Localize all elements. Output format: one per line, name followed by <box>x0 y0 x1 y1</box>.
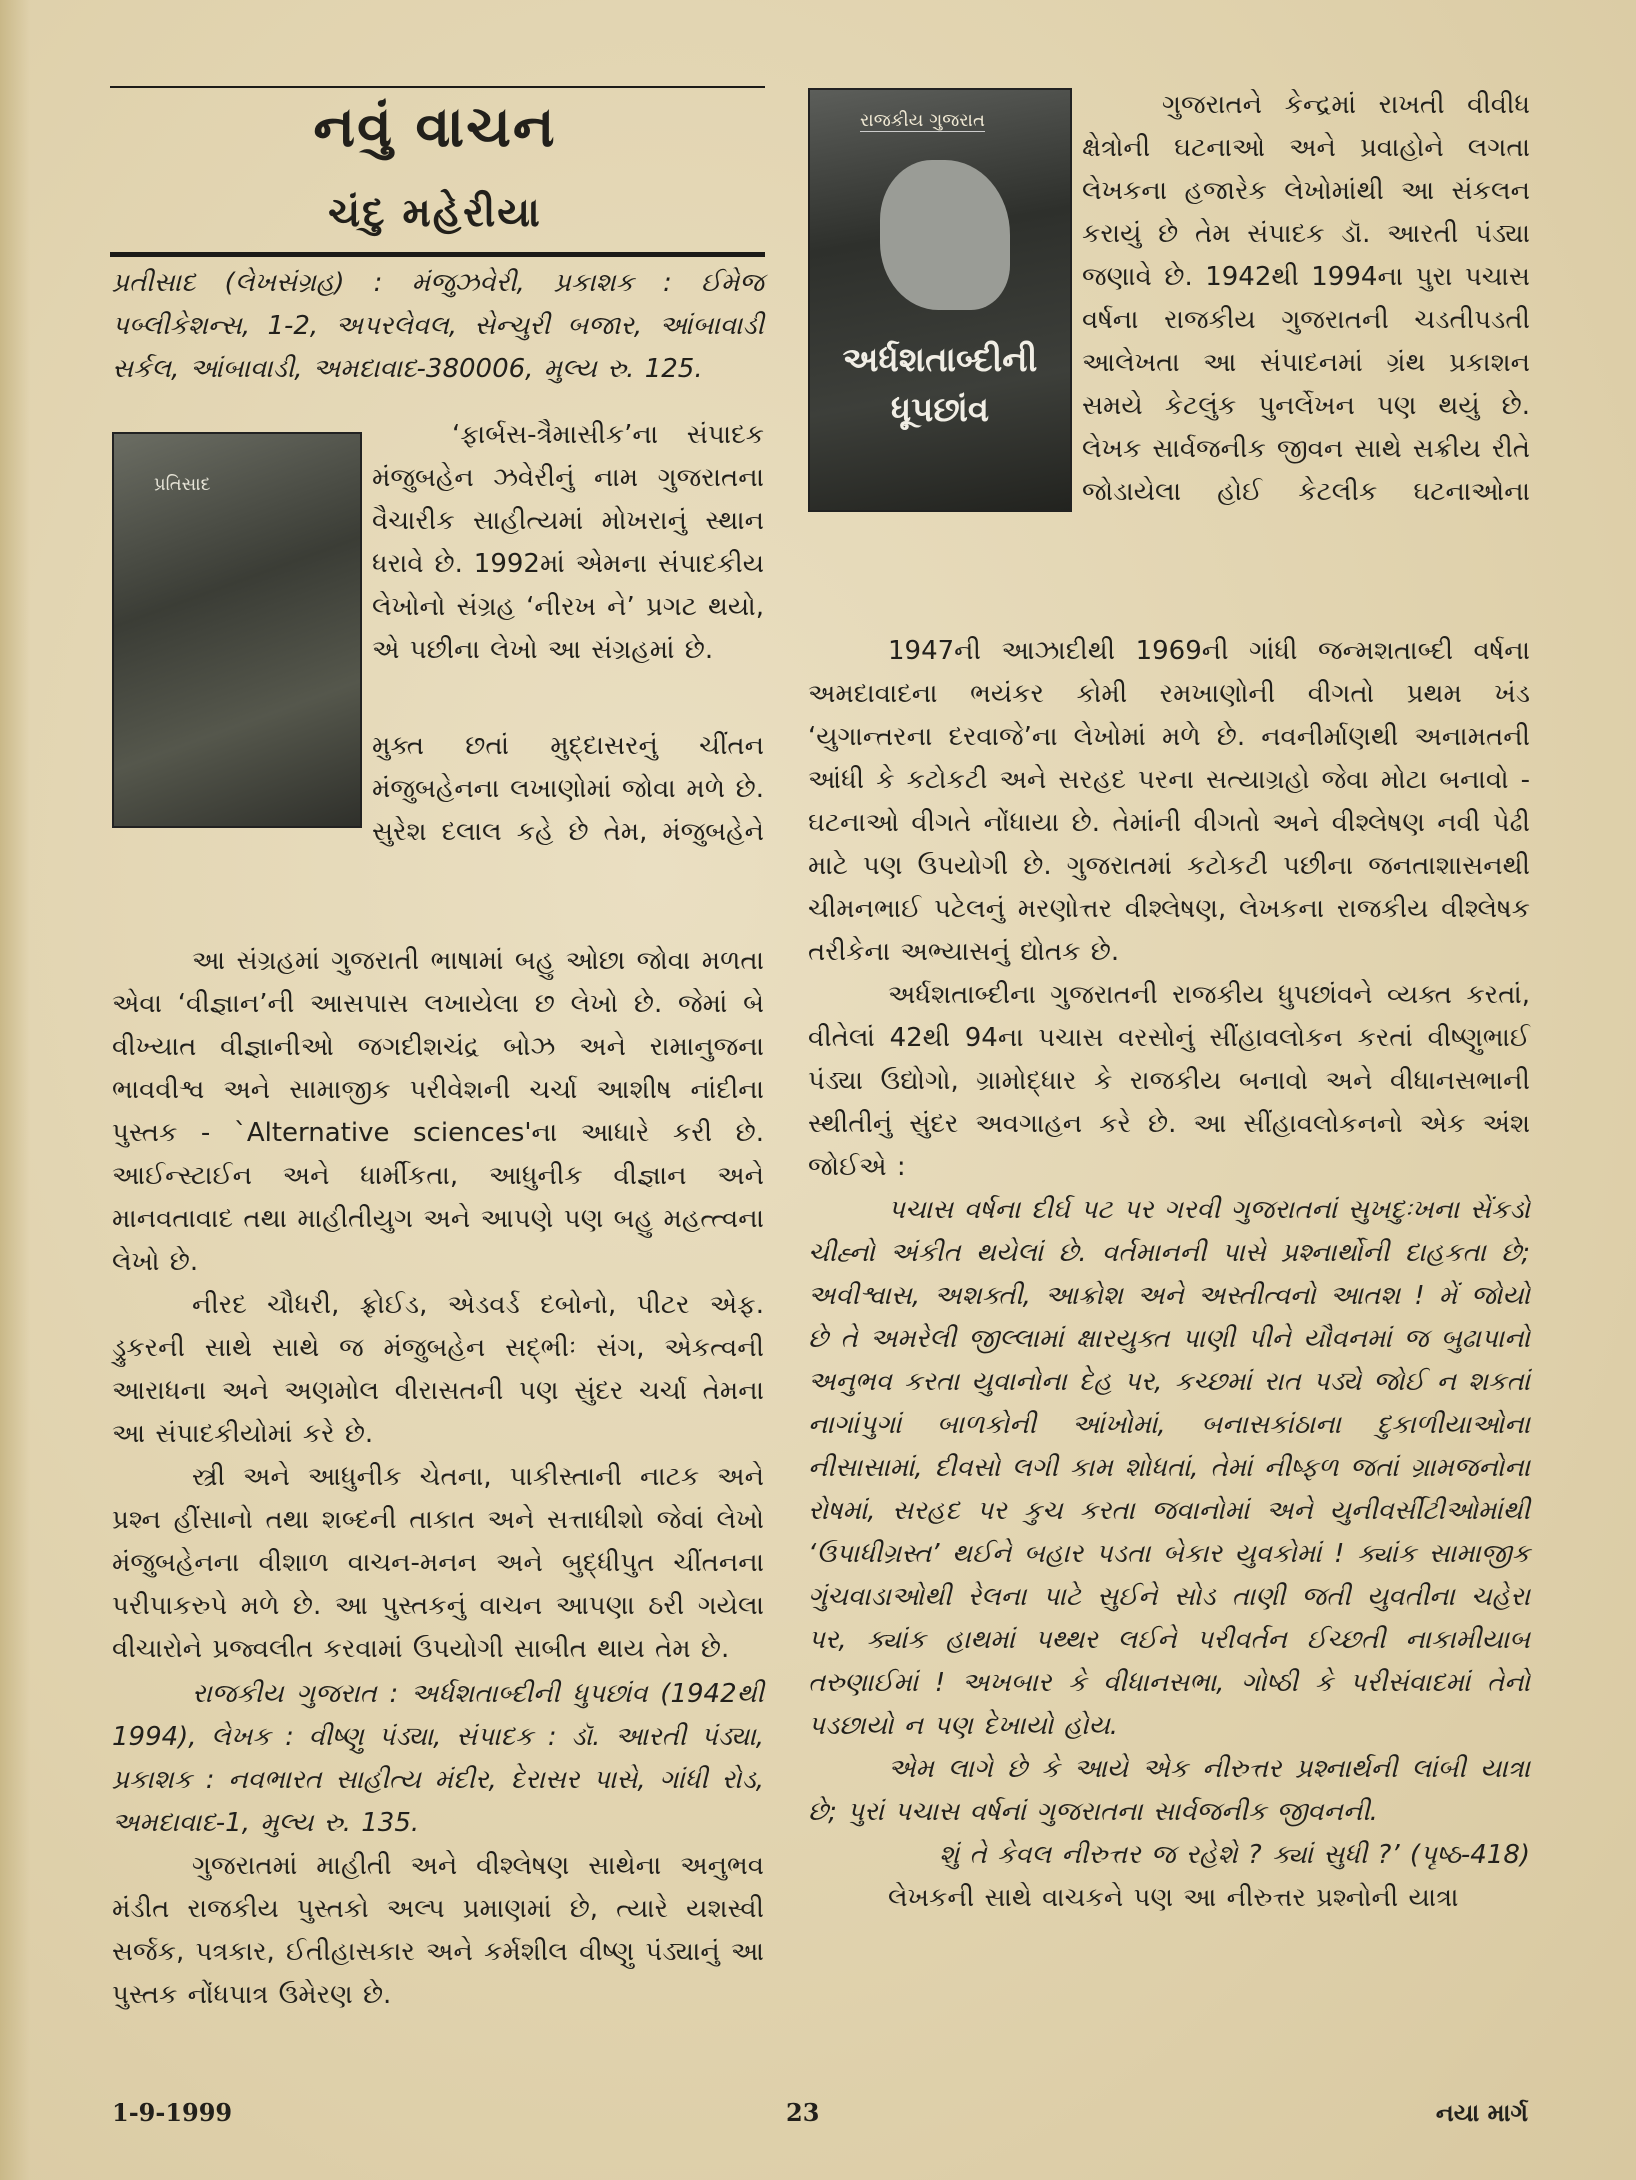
book2-para2-top-wrap <box>1082 84 1530 514</box>
gujarat-map-icon <box>880 160 1010 310</box>
page-title: નવું વાચન <box>313 95 557 160</box>
book1-para4: નીરદ ચૌધરી, ફ્રોઈડ, એડવર્ડ દબોનો, પીટર એફ. ડ્રુકરની સાથે સાથે જ મંજુબહેન સદ્ભીઃ સંગ, એકત્વની આરાધના અને અણમોલ વીરાસતની પણ સુંદર ચર્ચા તેમના આ સંપાદકીયોમાં કરે છે. <box>112 1290 764 1449</box>
book2-cover-image <box>808 88 1072 512</box>
left-column-top <box>112 262 764 391</box>
footer-publication: નયા માર્ગ <box>1435 2098 1528 2127</box>
torn-edge <box>0 0 30 2180</box>
book2-para2: ગુજરાતને કેન્દ્રમાં રાખતી વીવીધ ક્ષેત્રોની ઘટનાઓ અને પ્રવાહોને લગતા લેખકના હજારેક લેખોમાંથી આ સંકલન કરાયું છે તેમ સંપાદક ડૉ. આરતી પંડ્યા જણાવે છે. 1942થી 1994ના પુરા પચાસ વર્ષના રાજકીય ગુજરાતની ચડતીપડતી આલેખતા આ સંપાદનમાં ગ્રંથ પ્રકાશન સમયે કેટલુંક પુનર્લેખન પણ થયું છે. લેખક સાર્વજનીક જીવન સાથે સક્રીય રીતે જોડાયેલા હોઈ કેટલીક ઘટનાઓના <box>1082 90 1530 507</box>
book1-citation: પ્રતીસાદ (લેખસંગ્રહ) : મંજુઝવેરી, પ્રકાશક : ઈમેજ પબ્લીકેશન્સ, 1-2, અપરલેવલ, સેન્ચુરી બજાર, આંબાવાડી સર્કલ, આંબાવાડી, અમદાવાદ-380006, મુલ્ય રુ. 125. <box>112 268 764 384</box>
book1-para1: ‘ફાર્બસ-ત્રૈમાસીક’ના સંપાદક મંજુબહેન ઝવેરીનું નામ ગુજરાતના વૈચારીક સાહીત્યમાં મોખરાનું સ્થાન ધરાવે છે. 1992માં એમના સંપાદકીય લેખોનો સંગ્રહ ‘નીરખ ને’ પ્રગટ થયો, એ પછીના લેખો આ સંગ્રહમાં છે. <box>372 420 764 665</box>
book1-para1-wrap <box>372 414 764 672</box>
author-name: ચંદુ મહેરીયા <box>328 190 542 236</box>
book2-para5: લેખકની સાથે વાચકને પણ આ નીરુત્તર પ્રશ્નોની યાત્રા <box>888 1883 1459 1913</box>
footer-rule <box>110 2088 1530 2089</box>
book2-para4: અર્ધશતાબ્દીના ગુજરાતની રાજકીય ધુપછાંવને વ્યક્ત કરતાં, વીતેલાં 42થી 94ના પચાસ વરસોનું સીંહાવલોકન કરતાં વીષ્ણુભાઈ પંડ્યા ઉદ્યોગો, ગ્રામોદ્ધાર કે રાજકીય બનાવો અને વીધાનસભાની સ્થીતીનું સુંદર અવગાહન કરે છે. આ સીંહાવલોકનનો એક અંશ જોઈએ : <box>808 980 1530 1182</box>
book2-para3: 1947ની આઝાદીથી 1969ની ગાંધી જન્મશતાબ્દી વર્ષના અમદાવાદના ભયંકર કોમી રમખાણોની વીગતો પ્રથમ ખંડ ‘યુગાન્તરના દરવાજે’ના લેખોમાં મળે છે. નવનીર્માણથી અનામતની આંધી કે કટોકટી અને સરહદ પરના સત્યાગ્રહો જેવા મોટા બનાવો - ઘટનાઓ વીગતે નોંધાયા છે. તેમાંની વીગતો અને વીશ્લેષણ નવી પેઢી માટે પણ ઉપયોગી છે. ગુજરાતમાં કટોકટી પછીના જનતાશાસનથી ચીમનભાઈ પટેલનું મરણોત્તર વીશ્લેષણ, લેખકના રાજકીય વીશ્લેષક તરીકેના અભ્યાસનું દ્યોતક છે. <box>808 636 1530 967</box>
book2-cover-title-1: અર્ધશતાબ્દીની <box>842 340 1038 380</box>
footer-page-number: 23 <box>786 2098 820 2127</box>
book2-quote3: શું તે કેવલ નીરુત્તર જ રહેશે ? ક્યાં સુધી ?’ (પૃષ્ઠ-418) <box>939 1840 1530 1870</box>
footer-date: 1-9-1999 <box>112 2098 233 2127</box>
header-rule <box>110 252 765 257</box>
book1-paras <box>112 940 764 2017</box>
book2-para1: ગુજરાતમાં માહીતી અને વીશ્લેષણ સાથેના અનુભવ મંડીત રાજકીય પુસ્તકો અલ્પ પ્રમાણમાં છે, ત્યારે યશસ્વી સર્જક, પત્રકાર, ઈતીહાસકાર અને કર્મશીલ વીષ્ણુ પંડ્યાનું આ પુસ્તક નોંધપાત્ર ઉમેરણ છે. <box>112 1851 764 2010</box>
book1-para3: આ સંગ્રહમાં ગુજરાતી ભાષામાં બહુ ઓછા જોવા મળતા એવા ‘વીજ્ઞાન’ની આસપાસ લખાયેલા છ લેખો છે. જેમાં બે વીખ્યાત વીજ્ઞાનીઓ જગદીશચંદ્ર બોઝ અને રામાનુજના ભાવવીશ્વ અને સામાજીક પરીવેશની ચર્ચા આશીષ નાંદીના પુસ્તક - `Alternative sciences'ના આધારે કરી છે. આઈન્સ્ટાઈન અને ધાર્મીકતા, આધુનીક વીજ્ઞાન અને માનવતાવાદ તથા માહીતીયુગ અને આપણે પણ બહુ મહત્ત્વના લેખો છે. <box>112 946 764 1277</box>
book2-cover-top: રાજકીય ગુજરાત <box>860 110 985 131</box>
book2-quote: પચાસ વર્ષના દીર્ઘ પટ પર ગરવી ગુજરાતનાં સુખદુઃખના સેંકડો ચીહ્નો અંકીત થયેલાં છે. વર્તમાનની પાસે પ્રશ્નાર્થોની દાહકતા છે; અવીશ્વાસ, અશક્તી, આક્રોશ અને અસ્તીત્વનો આતશ ! મેં જોયો છે તે અમરેલી જીલ્લામાં ક્ષારયુક્ત પાણી પીને યૌવનમાં જ બુઢાપાનો અનુભવ કરતા યુવાનોના દેહ પર, કચ્છમાં રાત પડ્યે જોઈ ન શકતાં નાગાંપુગાં બાળકોની આંખોમાં, બનાસકાંઠાના દુકાળીયાઓના નીસાસામાં, દીવસો લગી કામ શોધતાં, તેમાં નીષ્ફળ જતાં ગ્રામજનોના રોષમાં, સરહદ પર કુચ કરતા જવાનોમાં અને યુનીવર્સીટીઓમાંથી ‘ઉપાધીગ્રસ્ત’ થઈને બહાર પડતા બેકાર યુવકોમાં ! ક્યાંક સામાજીક ગુંચવાડાઓથી રેલના પાટે સુઈને સોડ તાણી જતી યુવતીના ચહેરા પર, ક્યાંક હાથમાં પથ્થર લઈને પરીવર્તન ઈચ્છતી નાકામીયાબ તરુણાઈમાં ! અખબાર કે વીધાનસભા, ગોષ્ઠી કે પરીસંવાદમાં તેનો પડછાયો ન પણ દેખાયો હોય. <box>808 1195 1530 1741</box>
book2-quote2: એમ લાગે છે કે આયે એક નીરુત્તર પ્રશ્નાર્થની લાંબી યાત્રા છે; પુરાં પચાસ વર્ષનાં ગુજરાતના સાર્વજનીક જીવનની. <box>808 1754 1530 1827</box>
book1-cover-text: પ્રતિસાદ <box>154 474 211 495</box>
book2-citation: રાજકીય ગુજરાત : અર્ધશતાબ્દીની ધુપછાંવ (1942થી 1994), લેખક : વીષ્ણુ પંડ્યા, સંપાદક : ડૉ. આરતી પંડ્યા, પ્રકાશક : નવભારત સાહીત્ય મંદીર, દેરાસર પાસે, ગાંધી રોડ, અમદાવાદ-1, મુલ્ય રુ. 135. <box>112 1679 764 1838</box>
top-rule <box>110 86 765 88</box>
right-column-body <box>808 630 1530 1920</box>
book1-para2-wrap <box>112 725 764 854</box>
book1-para5: સ્ત્રી અને આધુનીક ચેતના, પાકીસ્તાની નાટક અને પ્રશ્ન હીંસાનો તથા શબ્દની તાકાત અને સત્તાધીશો જેવાં લેખો મંજુબહેનના વીશાળ વાચન-મનન અને બુદ્ધીપુત ચીંતનના પરીપાકરુપે મળે છે. આ પુસ્તકનું વાચન આપણા ઠરી ગયેલા વીચારોને પ્રજ્વલીત કરવામાં ઉપયોગી સાબીત થાય તેમ છે. <box>112 1462 764 1664</box>
book1-para2-top: મુક્ત છતાં મુદ્દાસરનું ચીંતન મંજુબહેનના લખાણોમાં જોવા મળે છે. સુરેશ દલાલ કહે છે તેમ, મંજુબહેને <box>372 731 764 847</box>
book2-cover-title-2: ધૂપછાંવ <box>890 390 990 430</box>
